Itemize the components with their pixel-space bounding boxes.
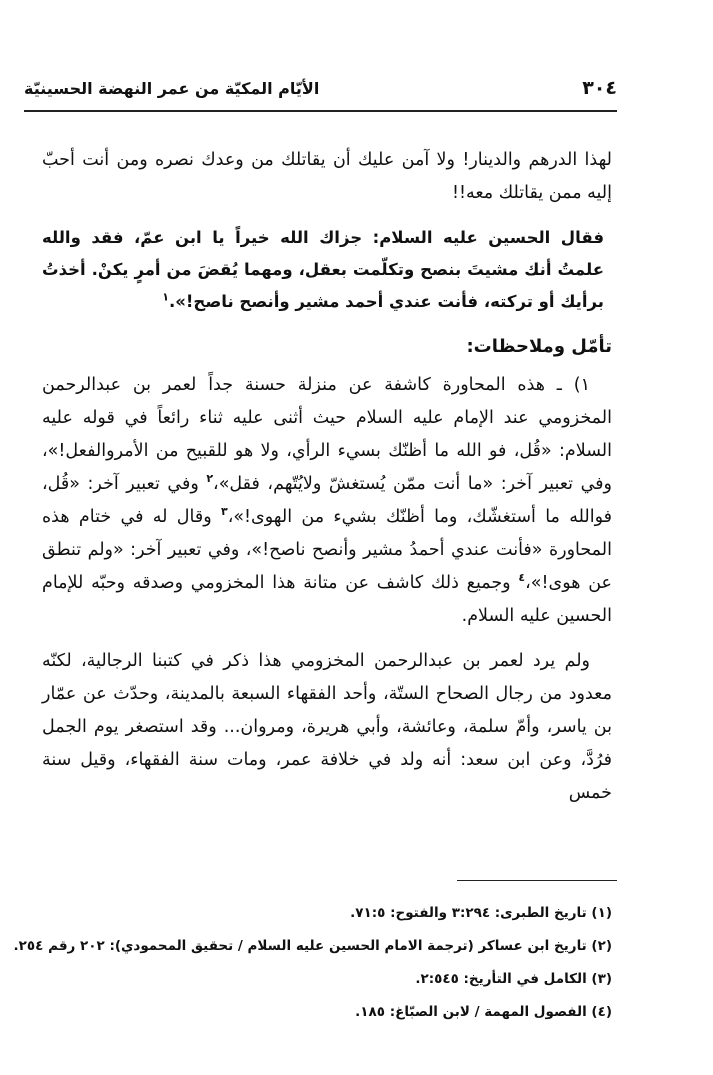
paragraph-2-part-a: ١) ـ هذه المحاورة كاشفة عن منزلة حسنة جداً لعمر بن عبدالرحمن المخزومي عند الإمام عليه السلام حيث أثنى عليه ثناء رائعاً في قوله عليه السلام: «قُل، فو الله ما أظنّك بسيء الرأي، ولا هو للقبيح من الأمروالفعل!»، وفي تعبير آخر: «ما أنت ممّن يُستغشّ ولايُتّهم، فقل»، <box>42 375 612 494</box>
paragraph-3: ولم يرد لعمر بن عبدالرحمن المخزومي هذا ذكر في كتبنا الرجالية، لكنّه معدود من رجال الصحاح الستّة، وأحد الفقهاء السبعة بالمدينة، وحدّث عن عمّار بن ياسر، وأمّ سلمة، وعائشة، وأبي هريرة، ومروان... وقد استصغر يوم الجمل فرُدَّ، وعن ابن سعد: أنه ولد في خلافة عمر، ومات سنة الفقهاء، وقيل سنة خمس <box>42 651 612 803</box>
footnote-ref-2: ٢ <box>206 472 214 486</box>
page-number: ٣٠٤ <box>582 77 617 99</box>
footnotes <box>13 897 612 1029</box>
running-title: الأيّام المكيّة من عمر النهضة الحسينيّة <box>24 78 320 98</box>
quote-text: فقال الحسين عليه السلام: جزاك الله خيراً يا ابن عمّ، فقد والله علمتُ أنك مشيتَ بنصح وتكلّمت بعقل، ومهما يُقضَ من أمرٍ يكنْ. أخذتُ برأيك أو تركته، فأنت عندي أحمد مشير وأنصح ناصح!». <box>42 228 604 311</box>
main-text <box>42 144 612 822</box>
footnote-divider <box>457 880 617 881</box>
paragraph-2 <box>42 369 612 633</box>
footnote-1: (١) تاريخ الطبرى: ٣:٢٩٤ والفتوح: ٧١:٥. <box>350 905 612 921</box>
paragraph-2-part-c: وقال له في ختام هذه المحاورة «فأنت عندي أحمدُ مشير وأنصح ناصح!»، وفي تعبير آخر: «ولم تنطق عن هوى!»، <box>42 507 612 593</box>
section-heading: تأمّل وملاحظات: <box>466 336 612 357</box>
paragraph-2-part-b: وفي تعبير آخر: «قُل، فوالله ما أستغشّك، وما أظنّك بشيء من الهوى!»، <box>42 474 612 527</box>
paragraph-1: لهذا الدرهم والدينار! ولا آمن عليك أن يقاتلك من وعدك نصره ومن أنت أحبّ إليه ممن يقاتلك معه!! <box>42 150 612 203</box>
header-divider <box>24 110 617 112</box>
paragraph-2-part-d: وجميع ذلك كاشف عن متانة هذا المخزومي وصدقه وحبّه للإمام الحسين عليه السلام. <box>42 573 612 626</box>
footnote-ref-3: ٣ <box>220 505 228 519</box>
footnote-4: (٤) الفصول المهمة / لابن الصبّاغ: ١٨٥. <box>355 1004 612 1020</box>
page-header <box>24 68 617 108</box>
footnote-ref-1: ١ <box>162 290 169 304</box>
quote-paragraph <box>42 222 612 318</box>
footnote-3: (٣) الكامل في التأريخ: ٢:٥٤٥. <box>415 971 612 987</box>
footnote-2: (٢) تاريخ ابن عساكر (ترجمة الامام الحسين عليه السلام / تحقيق المحمودي): ٢٠٢ رقم ٢٥٤. <box>13 938 612 954</box>
footnote-ref-4: ٤ <box>518 571 526 585</box>
